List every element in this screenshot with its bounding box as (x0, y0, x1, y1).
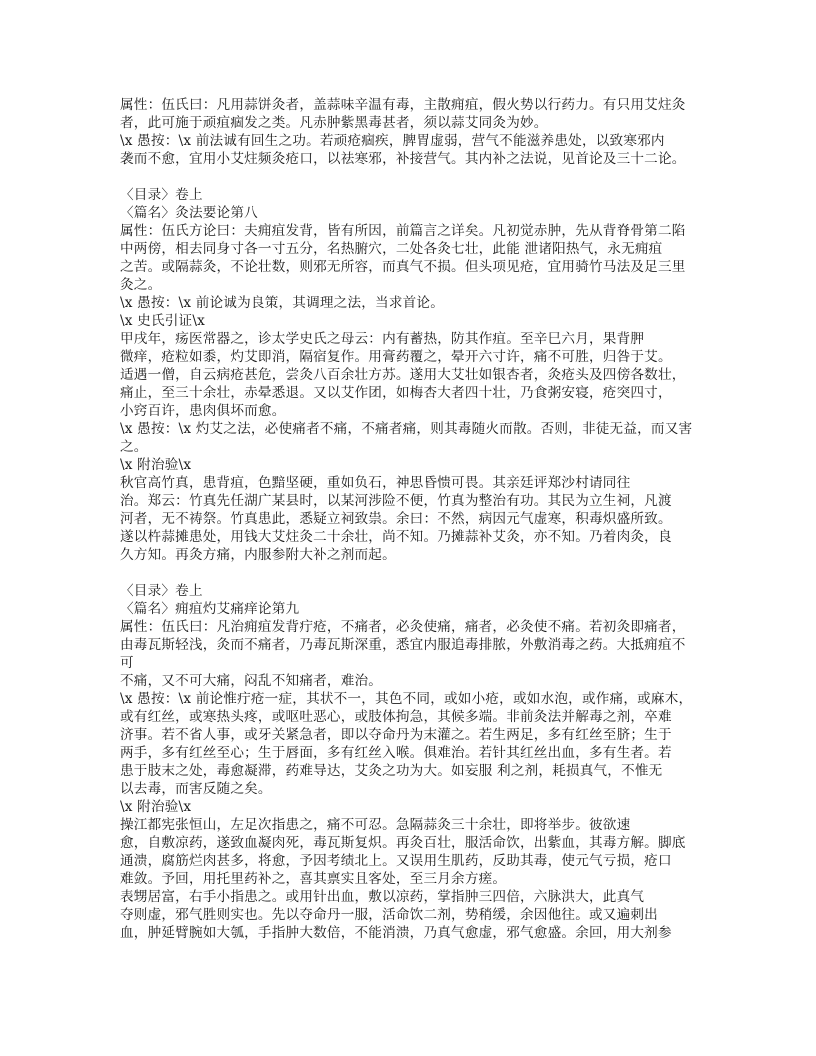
text-line: 痛止，至三十余壮，赤晕悉退。又以艾作团，如梅杏大者四十壮，乃食粥安寝，疮突四寸， (120, 385, 672, 401)
text-line: 血，肿延臂腕如大瓠，手指肿大数倍，不能消溃，乃真气愈虚，邪气愈盛。余回，用大剂参 (120, 925, 672, 941)
text-line: 表甥居富，右手小指患之。或用针出血，敷以凉药，掌指肿三四倍，六脉洪大，此真气 (120, 889, 645, 905)
text-line: 通溃，腐筋烂肉甚多，将愈，予因考绩北上。又误用生肌药，反助其毒，使元气亏损，疮口 (120, 853, 672, 869)
text-line: 难敛。予回，用托里药补之，喜其禀实且客处，至三月余方瘥。 (120, 871, 507, 887)
text-line: \x 愚按：\x 前论诚为良策，其调理之法，当求首论。 (120, 295, 445, 311)
text-line: 操江都宪张恒山，左足次指患之，痛不可忍。急隔蒜灸三十余壮，即将举步。彼欲速 (120, 817, 631, 833)
text-line: 者，此可施于顽疽痼发之类。凡赤肿紫黑毒甚者，须以蒜艾同灸为妙。 (120, 115, 548, 131)
text-line: 甲戌年，疡医常器之，诊太学史氏之母云：内有蓄热，防其作疽。至辛巳六月，果背胛 (120, 331, 645, 347)
text-line: 之苦。或隔蒜灸，不论壮数，则邪无所容，而真气不损。但头项见疮，宜用骑竹马法及足三里 (120, 259, 686, 275)
text-line: 以去毒，而害反随之矣。 (120, 781, 272, 797)
text-line: \x 愚按：\x 灼艾之法，必使痛者不痛，不痛者痛，则其毒随火而散。否则，非徒无益，而又害 (120, 421, 693, 437)
text-line: 属性：伍氏曰：凡用蒜饼灸者，盖蒜味辛温有毒，主散痈疽，假火势以行药力。有只用艾炷灸 (120, 97, 686, 113)
text-line: 河者，无不祷祭。竹真患此，悉疑立祠致祟。余曰：不然，病因元气虚寒，积毒炽盛所致。 (120, 511, 672, 527)
blank-line (120, 564, 700, 582)
text-line: 可 (120, 655, 134, 671)
text-line: 济事。若不省人事，或牙关紧急者，即以夺命丹为末灌之。若生两足，多有红丝至脐；生于 (120, 727, 672, 743)
text-line: 灸之。 (120, 277, 162, 293)
toc-heading: 〈目录〉卷上 (120, 187, 203, 203)
blank-line (120, 168, 700, 186)
text-line: 由毒瓦斯轻浅，灸而不痛者，乃毒瓦斯深重，悉宜内服追毒排脓，外敷消毒之药。大抵痈疽不 (120, 637, 686, 653)
chapter-title: 〈篇名〉灸法要论第八 (120, 205, 258, 221)
chapter-title: 〈篇名〉痈疽灼艾痛痒论第九 (120, 601, 300, 617)
text-line: 治。郑云：竹真先任湖广某县时，以某河涉险不便，竹真为整治有功。其民为立生祠，凡渡 (120, 493, 672, 509)
text-line: 中两傍，相去同身寸各一寸五分，名热腑穴，二处各灸七壮，此能 泄诸阳热气，永无痈疽 (120, 241, 663, 257)
text-line: 久方知。再灸方痛，内服参附大补之剂而起。 (120, 547, 396, 563)
text-line: 适遇一僧，自云病疮甚危，尝灸八百余壮方苏。遂用大艾壮如银杏者，灸疮头及四傍各数壮， (120, 367, 686, 383)
text-line: 愈，自敷凉药，遂致血凝肉死，毒瓦斯复炽。再灸百壮，服活命饮，出紫血，其毒方解。脚底 (120, 835, 686, 851)
toc-heading: 〈目录〉卷上 (120, 583, 203, 599)
text-line: 袭而不愈，宜用小艾炷频灸疮口，以祛寒邪，补接营气。其内补之法说，见首论及三十二论。 (120, 151, 686, 167)
text-line: 小窍百许，患肉俱坏而愈。 (120, 403, 286, 419)
text-line: 属性：伍氏曰：凡治痈疽发背疔疮，不痛者，必灸使痛，痛者，必灸使不痛。若初灸即痛者， (120, 619, 686, 635)
text-line: 微痒，疮粒如黍，灼艾即消，隔宿复作。用膏药覆之，晕开六寸许，痛不可胜，归咎于艾。 (120, 349, 672, 365)
text-line: \x 附治验\x (120, 457, 192, 473)
text-line: 遂以杵蒜摊患处，用钱大艾炷灸二十余壮，尚不知。乃摊蒜补艾灸，亦不知。乃着肉灸，良 (120, 529, 672, 545)
text-line: 或有红丝，或寒热头疼，或呕吐恶心，或肢体拘急，其候多端。非前灸法并解毒之剂，卒难 (120, 709, 672, 725)
text-line: 患于肢末之处，毒愈凝滞，药难导达，艾灸之功为大。如妄服 利之剂，耗损真气，不惟无 (120, 763, 663, 779)
text-line: 夺则虚，邪气胜则实也。先以夺命丹一服，活命饮二剂，势稍缓，余因他往。或又遍刺出 (120, 907, 658, 923)
document-body (120, 96, 700, 942)
text-line: \x 史氏引证\x (120, 313, 205, 329)
text-line: 秋官高竹真，患背疽，色黯坚硬，重如负石，神思昏愦可畏。其亲廷评郑沙村请同往 (120, 475, 631, 491)
text-line: 两手，多有红丝至心；生于唇面，多有红丝入喉。俱难治。若针其红丝出血，多有生者。若 (120, 745, 672, 761)
text-line: \x 附治验\x (120, 799, 192, 815)
text-line: 属性：伍氏方论曰：夫痈疽发背，皆有所因，前篇言之详矣。凡初觉赤肿，先从背脊骨第二陷 (120, 223, 686, 239)
text-line: \x 愚按：\x 前论惟疔疮一症，其状不一，其色不同，或如小疮，或如水泡，或作痛，或麻木， (120, 691, 693, 707)
text-line: \x 愚按：\x 前法诚有回生之功。若顽疮痼疾，脾胃虚弱，营气不能滋养患处，以致寒邪内 (120, 133, 665, 149)
text-line: 不痛，又不可大痛，闷乱不知痛者，难治。 (120, 673, 383, 689)
text-line: 之。 (120, 439, 148, 455)
